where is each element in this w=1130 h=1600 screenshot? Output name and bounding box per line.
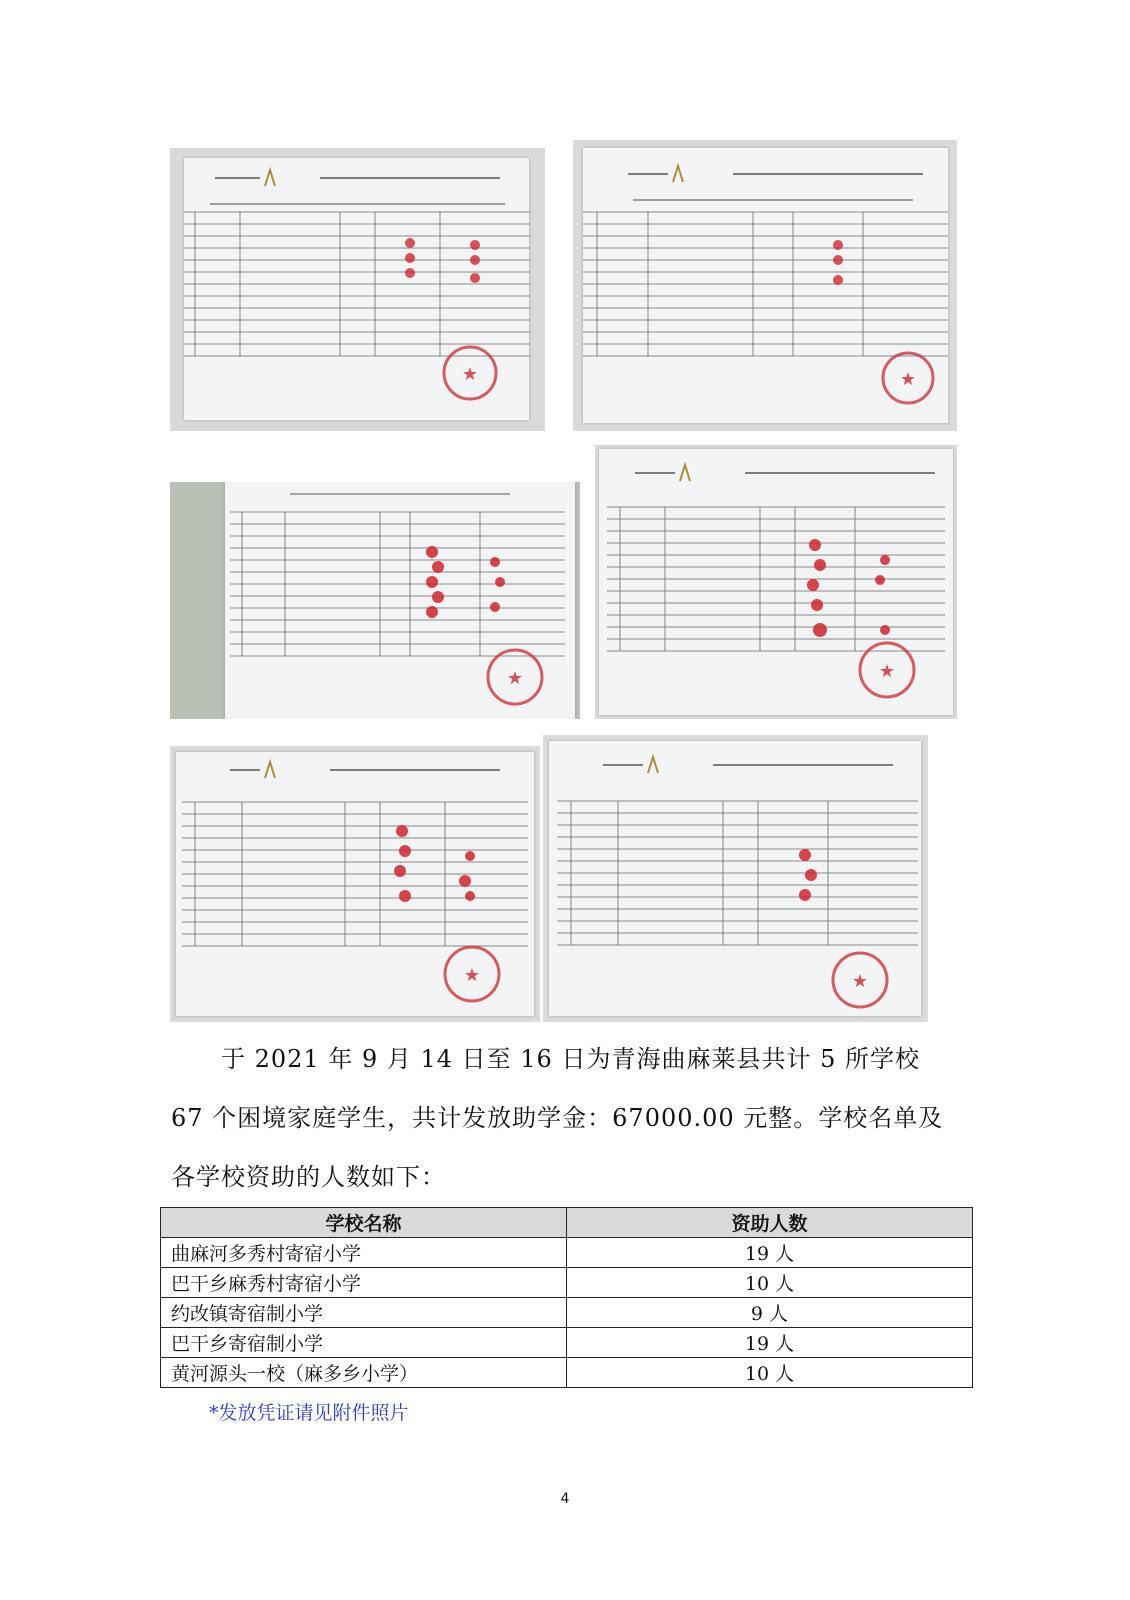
header-aid-count: 资助人数: [567, 1208, 973, 1238]
photo-record-sheet-3: [170, 482, 580, 719]
svg-text:★: ★: [878, 661, 896, 682]
aid-count: 19 人: [567, 1328, 973, 1358]
school-name: 黄河源头一校（麻多乡小学）: [161, 1358, 567, 1388]
attachment-note: *发放凭证请见附件照片: [209, 1402, 409, 1424]
photo-record-sheet-1: [170, 148, 545, 431]
table-row: [161, 1298, 973, 1328]
svg-text:★: ★: [461, 364, 479, 385]
school-name: 约改镇寄宿制小学: [161, 1298, 567, 1328]
aid-count: 10 人: [567, 1358, 973, 1388]
summary-text: 于 2021 年 9 月 14 日至 16 日为青海曲麻莱县共计 5 所学校 67 个困境家庭学生，共计发放助学金：67000.00 元整。学校名单及各学校资助的人数如下：: [171, 1045, 944, 1191]
aid-count: 9 人: [567, 1298, 973, 1328]
school-name: 巴干乡麻秀村寄宿小学: [161, 1268, 567, 1298]
photo-record-sheet-5: [170, 746, 540, 1022]
school-name: 巴干乡寄宿制小学: [161, 1328, 567, 1358]
svg-text:★: ★: [506, 668, 524, 689]
photo-record-sheet-2: [573, 140, 957, 431]
svg-text:★: ★: [851, 971, 869, 992]
table-row: [161, 1268, 973, 1298]
summary-paragraph: [171, 1030, 961, 1207]
aid-count: 19 人: [567, 1238, 973, 1268]
table-row: [161, 1328, 973, 1358]
aid-count: 10 人: [567, 1268, 973, 1298]
header-school-name: 学校名称: [161, 1208, 567, 1238]
school-name: 曲麻河多秀村寄宿小学: [161, 1238, 567, 1268]
photo-record-sheet-4: [595, 445, 957, 719]
page-number: 4: [560, 1491, 570, 1507]
svg-text:★: ★: [899, 369, 917, 390]
table-row: [161, 1358, 973, 1388]
table-row: [161, 1238, 973, 1268]
table-header-row: [161, 1208, 973, 1238]
svg-text:★: ★: [463, 965, 481, 986]
photo-record-sheet-6: [543, 735, 928, 1022]
school-table: [160, 1207, 973, 1388]
